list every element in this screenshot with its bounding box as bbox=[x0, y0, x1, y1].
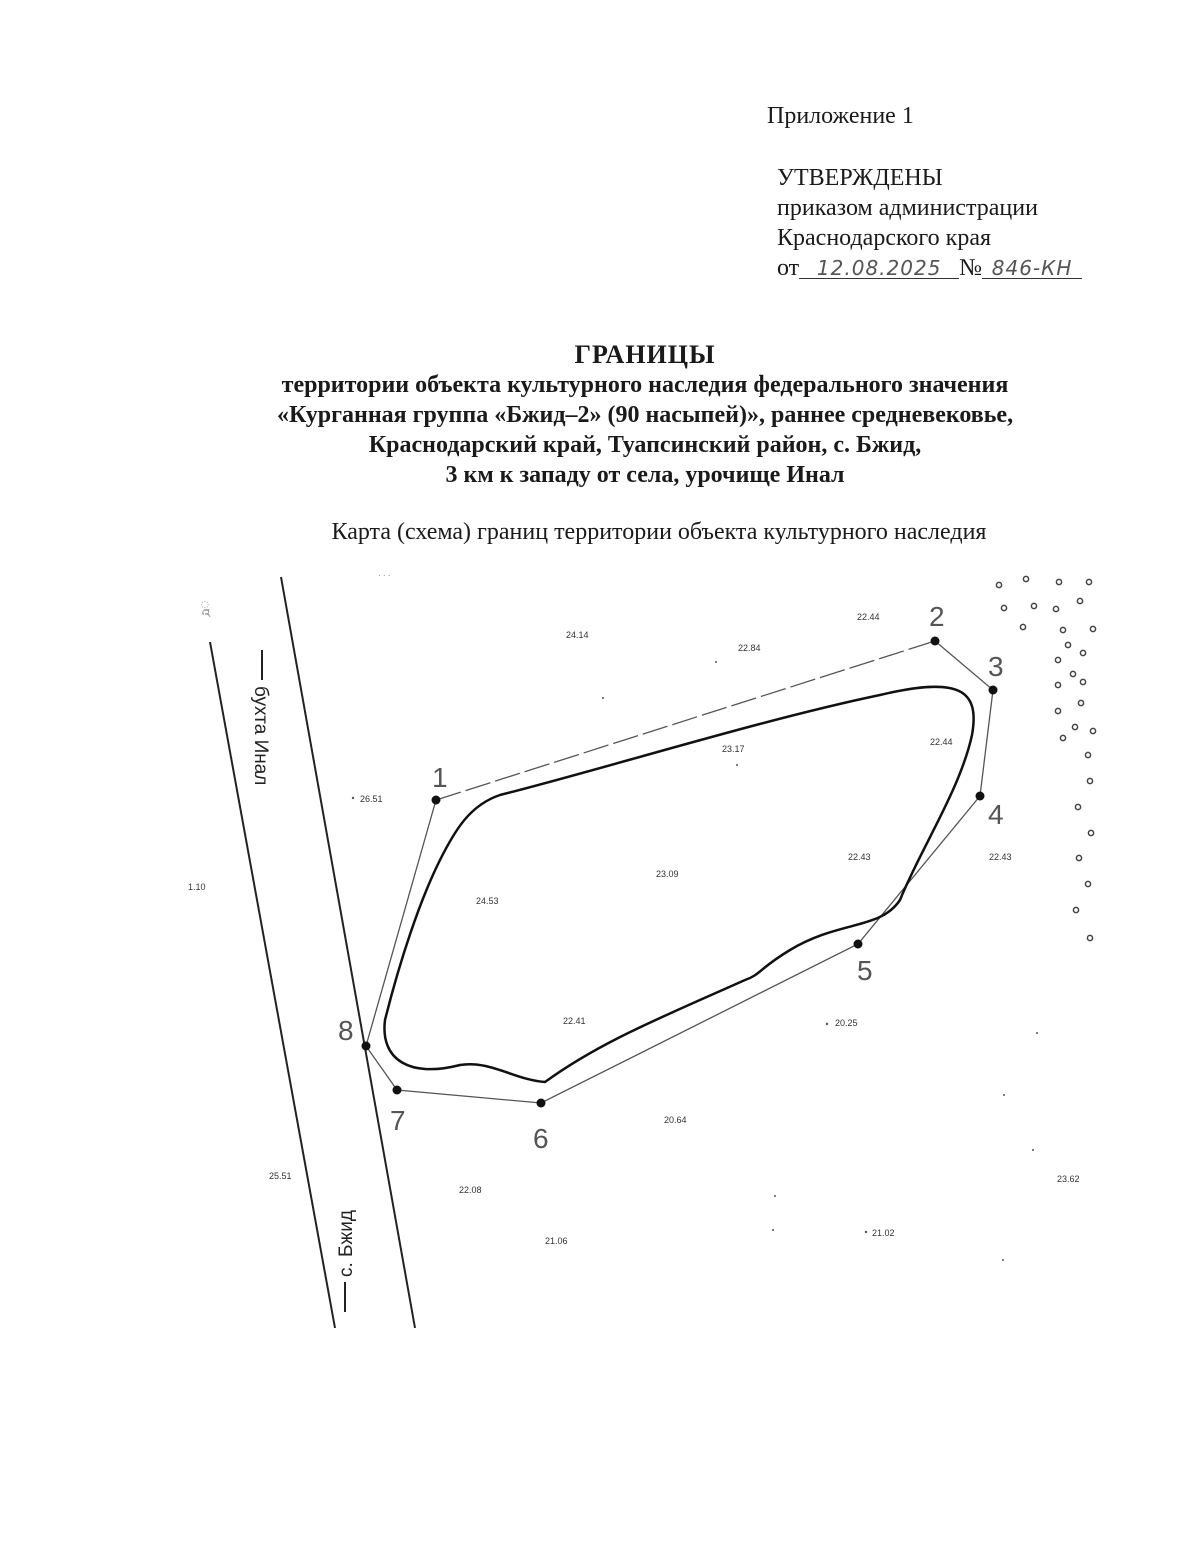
point-7-marker bbox=[393, 1086, 402, 1095]
elevation-mark: 22.84 bbox=[738, 643, 761, 653]
point-2-marker bbox=[931, 637, 940, 646]
elevation-mark: 20.25 bbox=[835, 1018, 858, 1028]
point-8-label: 8 bbox=[338, 1015, 354, 1046]
elevation-mark: 22.43 bbox=[848, 852, 871, 862]
point-6-label: 6 bbox=[533, 1123, 549, 1154]
vegetation-symbols bbox=[996, 576, 1095, 940]
approved-heading: УТВЕРЖДЕНЫ bbox=[777, 165, 943, 191]
road-label-south bbox=[336, 1210, 357, 1312]
elevation-mark: 22.43 bbox=[989, 852, 1012, 862]
point-3-marker bbox=[989, 686, 998, 695]
title-main: ГРАНИЦЫ bbox=[574, 340, 716, 369]
point-1-marker bbox=[432, 796, 441, 805]
road-label-bzhid: с. Бжид bbox=[336, 1210, 357, 1277]
elevation-mark: 1.10 bbox=[188, 882, 206, 892]
point-4-label: 4 bbox=[988, 799, 1004, 830]
order-line-1: приказом администрации bbox=[777, 195, 1038, 221]
point-1-label: 1 bbox=[432, 762, 448, 793]
elevation-mark: 24.53 bbox=[476, 896, 499, 906]
point-7-label: 7 bbox=[390, 1105, 406, 1136]
elevation-mark: 22.08 bbox=[459, 1185, 482, 1195]
road-edge-left bbox=[210, 642, 335, 1328]
point-6-marker bbox=[537, 1099, 546, 1108]
object-contour bbox=[384, 687, 973, 1082]
number-prefix: № bbox=[959, 255, 983, 281]
point-3-label: 3 bbox=[988, 651, 1004, 682]
elevation-marks bbox=[188, 612, 1080, 1246]
title-line-1: территории объекта культурного наследия федерального значения bbox=[281, 372, 1009, 398]
terrain-specks bbox=[352, 661, 1038, 1261]
boundary-points bbox=[362, 637, 998, 1108]
title-line-4: 3 км к западу от села, урочище Инал bbox=[445, 462, 845, 488]
order-date: 12.08.2025 bbox=[816, 256, 942, 280]
point-2-label: 2 bbox=[929, 601, 945, 632]
map-caption: Карта (схема) границ территории объекта культурного наследия bbox=[331, 519, 987, 545]
elevation-mark: 22.44 bbox=[857, 612, 880, 622]
elevation-mark: 25.51 bbox=[269, 1171, 292, 1181]
point-5-label: 5 bbox=[857, 955, 873, 986]
point-5-marker bbox=[854, 940, 863, 949]
elevation-mark: 23.09 bbox=[656, 869, 679, 879]
title-line-3: Краснодарский край, Туапсинский район, с. Бжид, bbox=[368, 432, 922, 458]
elevation-mark: 24.14 bbox=[566, 630, 589, 640]
elevation-mark: 26.51 bbox=[360, 794, 383, 804]
elevation-mark: 22.41 bbox=[563, 1016, 586, 1026]
elevation-mark: 20.64 bbox=[664, 1115, 687, 1125]
road-label-inal: бухта Инал bbox=[250, 686, 271, 786]
scan-artifact: ཱ bbox=[200, 596, 210, 616]
boundary-polygon bbox=[366, 641, 993, 1103]
elevation-mark: 21.06 bbox=[545, 1236, 568, 1246]
title-line-2: «Курганная группа «Бжид–2» (90 насыпей)», раннее средневековье, bbox=[276, 402, 1014, 428]
point-4-marker bbox=[976, 792, 985, 801]
road-label-north bbox=[250, 650, 271, 785]
point-8-marker bbox=[362, 1042, 371, 1051]
appendix-label: Приложение 1 bbox=[767, 103, 914, 129]
elevation-mark: 23.62 bbox=[1057, 1174, 1080, 1184]
date-prefix: от bbox=[777, 255, 800, 281]
order-number: 846-КН bbox=[991, 256, 1073, 280]
elevation-mark: 23.17 bbox=[722, 744, 745, 754]
order-line-2: Краснодарского края bbox=[777, 225, 992, 251]
boundary-dashed-segment bbox=[436, 641, 935, 800]
elevation-mark: 21.02 bbox=[872, 1228, 895, 1238]
scan-artifact: · · · bbox=[378, 571, 391, 580]
elevation-mark: 22.44 bbox=[930, 737, 953, 747]
